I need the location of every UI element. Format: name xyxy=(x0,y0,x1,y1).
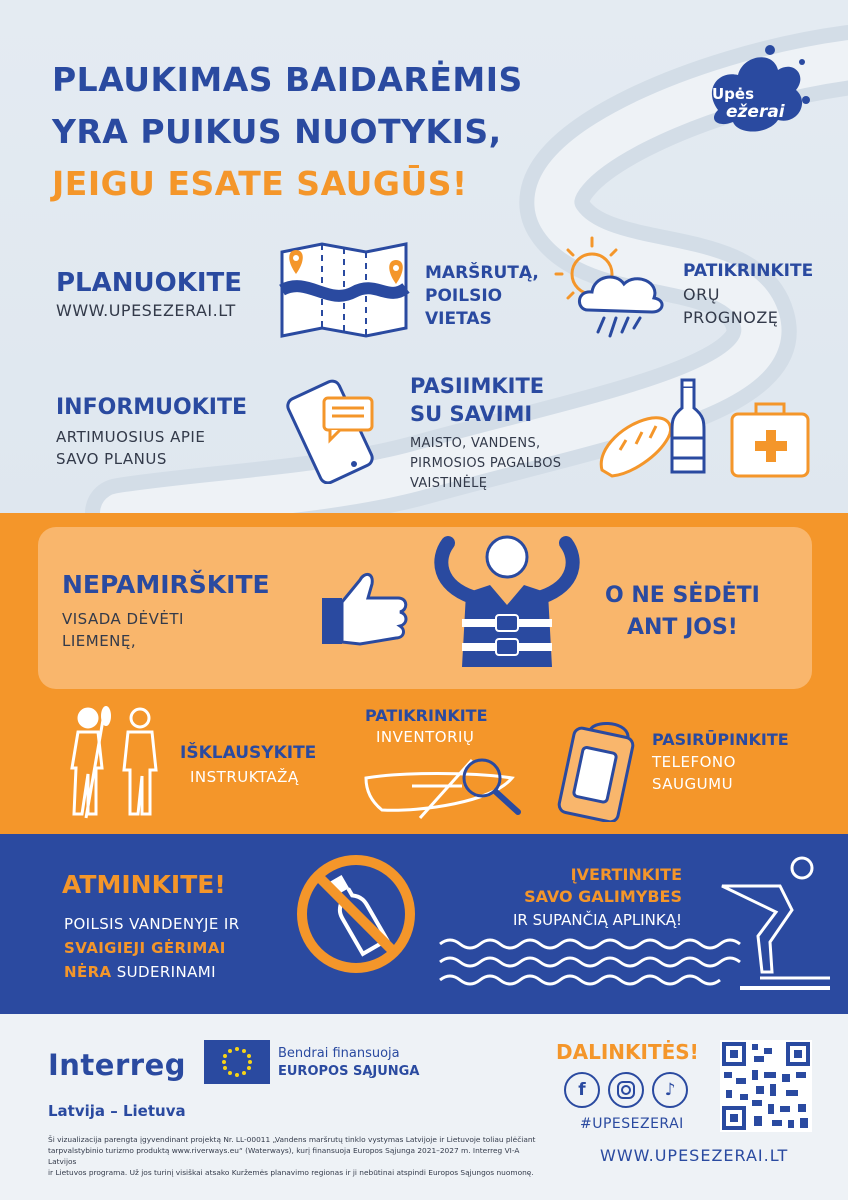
phone-message-icon xyxy=(282,374,382,484)
waterproof-phone-icon xyxy=(556,718,646,822)
thumbs-up-icon xyxy=(320,568,410,648)
remember-line-3a: NĖRA xyxy=(64,963,112,981)
diver-icon xyxy=(430,850,830,1000)
weather-text xyxy=(683,260,813,329)
vest-title: NEPAMIRŠKITE xyxy=(62,570,270,599)
headline xyxy=(52,54,523,210)
route-text xyxy=(425,262,539,331)
people-paddle-icon xyxy=(58,704,168,820)
briefing-line-1: INSTRUKTAŽĄ xyxy=(190,768,299,786)
remember-text xyxy=(64,912,240,984)
briefing-title: IŠKLAUSYKITE xyxy=(180,743,317,763)
weather-icon xyxy=(552,232,672,342)
remember-title: ATMINKITE! xyxy=(62,870,226,899)
inform-line-2: SAVO PLANUS xyxy=(56,450,167,468)
phone-title: PASIRŪPINKITE xyxy=(652,730,789,749)
inventory-title: PATIKRINKITE xyxy=(365,706,488,725)
first-aid-kit-icon xyxy=(728,398,812,480)
bread-icon xyxy=(596,378,676,478)
take-line-1: MAISTO, VANDENS, xyxy=(410,436,541,451)
take-title-1: PASIIMKITE xyxy=(410,374,545,398)
footer-url[interactable]: WWW.UPESEZERAI.LT xyxy=(600,1146,789,1165)
route-line-3: VIETAS xyxy=(425,309,492,329)
disclaimer-line-2: tarpvalstybinio turizmo produktą www.riverways.eu“ (Waterways), kurį finansuoja Europos Sąjunga 2021–2027 m. Interreg VI-A Latvijos xyxy=(48,1146,520,1166)
kayak-magnifier-icon xyxy=(362,752,530,824)
instagram-icon[interactable] xyxy=(608,1072,644,1108)
take-line-3: VAISTINĖLĘ xyxy=(410,476,488,491)
vest-right-line-2: ANT JOS! xyxy=(626,615,738,640)
interreg-logo: Interreg xyxy=(48,1048,186,1082)
headline-line-3: JEIGU ESATE SAUGŪS! xyxy=(52,164,468,203)
headline-line-2: YRA PUIKUS NUOTYKIS, xyxy=(52,112,502,151)
take-line-2: PIRMOSIOS PAGALBOS xyxy=(410,456,562,471)
take-title-2: SU SAVIMI xyxy=(410,402,533,426)
inform-title: INFORMUOKITE xyxy=(56,395,247,420)
weather-line-1: ORŲ xyxy=(683,285,720,304)
share-title: DALINKITĖS! xyxy=(556,1040,699,1064)
remember-line-1: POILSIS VANDENYJE IR xyxy=(64,915,240,933)
phone-text xyxy=(652,728,789,795)
take-text xyxy=(410,372,561,494)
vest-line-1: VISADA DĖVĖTI xyxy=(62,610,184,628)
inventory-line-1: INVENTORIŲ xyxy=(376,728,475,746)
life-vest-person-icon xyxy=(432,535,582,675)
assess-title-2: SAVO GALIMYBES xyxy=(524,887,682,906)
disclaimer xyxy=(48,1134,538,1178)
plan-title: PLANUOKITE xyxy=(56,268,243,298)
map-icon xyxy=(278,240,410,338)
assess-title-1: ĮVERTINKITE xyxy=(570,865,682,884)
logo-text-2: ežerai xyxy=(726,102,785,122)
vest-right-line-1: O NE SĖDĖTI xyxy=(605,583,760,608)
inform-line-1: ARTIMUOSIUS APIE xyxy=(56,428,206,446)
vest-line-2: LIEMENĘ, xyxy=(62,632,137,650)
tiktok-icon[interactable]: ♪ xyxy=(652,1072,688,1108)
remember-line-3b: SUDERINAMI xyxy=(116,963,216,981)
remember-line-2: SVAIGIEJI GĖRIMAI xyxy=(64,939,226,957)
disclaimer-line-1: Ši vizualizacija parengta įgyvendinant projektą Nr. LL-00011 „Vandens maršrutų tinklo vystymas Latvijoje ir Lietuvoje toliau plėčiant xyxy=(48,1135,536,1144)
region-label: Latvija – Lietuva xyxy=(48,1102,186,1120)
no-alcohol-icon xyxy=(294,852,418,976)
eu-line-2: EUROPOS SĄJUNGA xyxy=(278,1064,420,1079)
upes-ezerai-logo[interactable] xyxy=(698,40,814,140)
eu-line-1: Bendrai finansuoja xyxy=(278,1046,400,1061)
qr-code-icon[interactable] xyxy=(720,1040,812,1132)
weather-title: PATIKRINKITE xyxy=(683,261,814,281)
vest-right-text xyxy=(605,580,760,644)
weather-line-2: PROGNOZĘ xyxy=(683,308,779,327)
headline-line-1: PLAUKIMAS BAIDARĖMIS xyxy=(52,60,523,99)
phone-line-2: SAUGUMU xyxy=(652,775,734,793)
eu-flag-icon xyxy=(204,1040,270,1084)
assess-line-1: IR SUPANČIĄ APLINKĄ! xyxy=(512,911,682,929)
facebook-icon[interactable]: f xyxy=(564,1072,600,1108)
hashtag: #UPESEZERAI xyxy=(580,1116,684,1132)
route-line-2: POILSIO xyxy=(425,286,503,306)
logo-text-1: Upės xyxy=(712,85,755,103)
bottle-icon xyxy=(668,378,708,478)
route-line-1: MARŠRUTĄ, xyxy=(425,263,539,283)
disclaimer-line-3: ir Lietuvos programa. Už jos turinį visiškai atsako Kuržemės planavimo regionas ir ji nebūtinai atspindi Europos Sąjungos nuomonę. xyxy=(48,1168,534,1177)
phone-line-1: TELEFONO xyxy=(652,753,736,771)
plan-url[interactable]: WWW.UPESEZERAI.LT xyxy=(56,301,236,320)
